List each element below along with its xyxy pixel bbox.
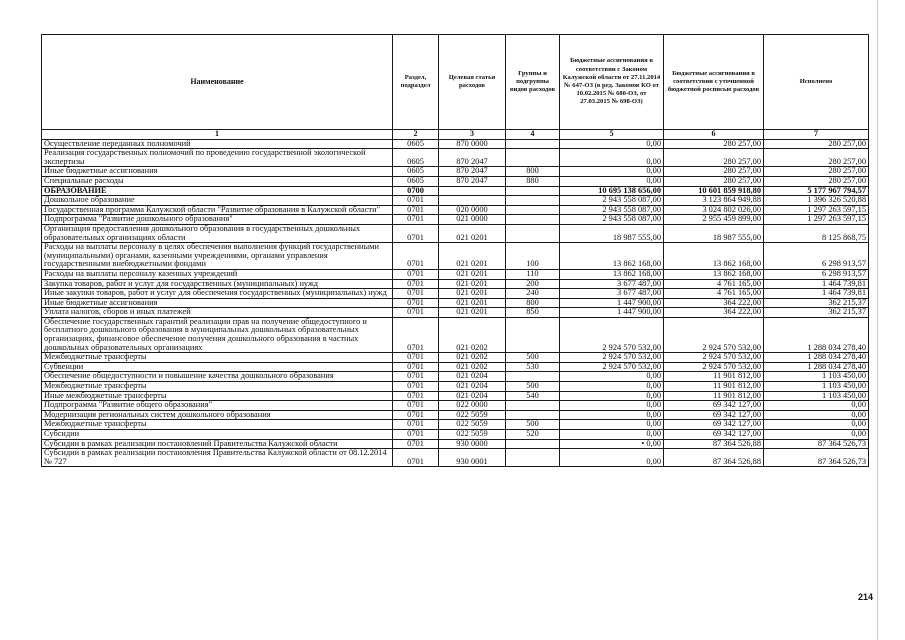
row-budget-law-cell: 0,00 — [560, 430, 664, 440]
table-row — [42, 449, 869, 467]
row-group-cell: 500 — [506, 382, 560, 392]
table-row — [42, 176, 869, 186]
table-row — [42, 372, 869, 382]
row-target-cell: 020 0000 — [439, 205, 506, 215]
row-budget-law-cell: • 0,00 — [560, 439, 664, 449]
header-budget-law: Бюджетные ассигнования в соответствии с Законом Калужской области от 27.11.2014 № 647-ОЗ (в ред. Законов КО от 10.02.2015 № 680-ОЗ, от 27.03.2015 № 698-ОЗ) — [560, 35, 664, 130]
row-budget-refined-cell: 280 257,00 — [664, 176, 764, 186]
row-section-cell: 0701 — [393, 372, 439, 382]
table-row — [42, 317, 869, 352]
row-section-cell: 0605 — [393, 149, 439, 167]
table-row — [42, 401, 869, 411]
row-section-cell: 0701 — [393, 410, 439, 420]
row-executed-cell: 0,00 — [764, 401, 869, 411]
row-name-cell: Иные межбюджетные трансферты — [42, 391, 393, 401]
row-budget-law-cell: 13 862 168,00 — [560, 269, 664, 279]
row-name-cell: ОБРАЗОВАНИЕ — [42, 186, 393, 196]
row-section-cell: 0701 — [393, 420, 439, 430]
row-target-cell: 021 0204 — [439, 372, 506, 382]
row-budget-law-cell: 18 987 555,00 — [560, 224, 664, 242]
table-row — [42, 289, 869, 299]
row-budget-refined-cell: 364 222,00 — [664, 308, 764, 318]
header-group: Группы и подгруппы видов расходов — [506, 35, 560, 130]
row-executed-cell: 280 257,00 — [764, 176, 869, 186]
row-group-cell — [506, 196, 560, 206]
row-target-cell: 021 0204 — [439, 382, 506, 392]
table-row — [42, 353, 869, 363]
row-executed-cell: 0,00 — [764, 430, 869, 440]
row-group-cell — [506, 372, 560, 382]
row-section-cell: 0701 — [393, 215, 439, 225]
row-name-cell: Подпрограмма "Развитие дошкольного образования" — [42, 215, 393, 225]
row-name-cell: Субсидии в рамках реализации постановлений Правительства Калужской области — [42, 439, 393, 449]
column-number: 3 — [439, 130, 506, 140]
row-executed-cell: 1 288 034 278,40 — [764, 317, 869, 352]
row-group-cell: 800 — [506, 167, 560, 177]
row-section-cell: 0701 — [393, 224, 439, 242]
row-budget-refined-cell: 2 924 570 532,00 — [664, 353, 764, 363]
column-number: 5 — [560, 130, 664, 140]
table-row — [42, 382, 869, 392]
row-budget-refined-cell: 69 342 127,00 — [664, 401, 764, 411]
row-budget-refined-cell: 280 257,00 — [664, 139, 764, 149]
row-name-cell: Субсидии в рамках реализации постановления Правительства Калужской области от 08.12.2014 № 727 — [42, 449, 393, 467]
table-row — [42, 410, 869, 420]
row-group-cell — [506, 139, 560, 149]
table-row — [42, 391, 869, 401]
row-executed-cell: 1 464 739,81 — [764, 289, 869, 299]
row-group-cell — [506, 224, 560, 242]
row-group-cell — [506, 439, 560, 449]
row-target-cell: 021 0204 — [439, 391, 506, 401]
row-target-cell: 022 5059 — [439, 430, 506, 440]
row-executed-cell: 362 215,37 — [764, 308, 869, 318]
row-budget-law-cell: 1 447 900,00 — [560, 298, 664, 308]
column-number: 1 — [42, 130, 393, 140]
header-row — [42, 35, 869, 130]
row-section-cell: 0605 — [393, 176, 439, 186]
row-executed-cell: 280 257,00 — [764, 149, 869, 167]
row-budget-refined-cell: 2 955 459 899,00 — [664, 215, 764, 225]
row-target-cell: 021 0201 — [439, 279, 506, 289]
row-budget-refined-cell: 3 024 802 026,00 — [664, 205, 764, 215]
row-section-cell: 0701 — [393, 279, 439, 289]
column-number: 2 — [393, 130, 439, 140]
row-budget-law-cell: 0,00 — [560, 401, 664, 411]
row-budget-law-cell: 1 447 900,00 — [560, 308, 664, 318]
row-group-cell — [506, 186, 560, 196]
row-target-cell: 021 0201 — [439, 298, 506, 308]
row-group-cell: 880 — [506, 176, 560, 186]
row-budget-law-cell: 0,00 — [560, 449, 664, 467]
row-name-cell: Субсидии — [42, 430, 393, 440]
table-row — [42, 149, 869, 167]
row-group-cell: 200 — [506, 279, 560, 289]
row-name-cell: Организация предоставления дошкольного образования в государственных дошкольных образовательных организациях области — [42, 224, 393, 242]
row-executed-cell: 8 125 868,75 — [764, 224, 869, 242]
row-section-cell: 0701 — [393, 391, 439, 401]
row-budget-refined-cell: 364 222,00 — [664, 298, 764, 308]
row-group-cell — [506, 410, 560, 420]
row-group-cell: 530 — [506, 362, 560, 372]
row-name-cell: Межбюджетные трансферты — [42, 420, 393, 430]
row-executed-cell: 362 215,37 — [764, 298, 869, 308]
row-budget-law-cell: 3 677 487,00 — [560, 289, 664, 299]
row-name-cell: Обеспечение общедоступности и повышение качества дошкольного образования — [42, 372, 393, 382]
row-target-cell: 021 0201 — [439, 243, 506, 270]
budget-table — [41, 34, 869, 467]
row-section-cell: 0701 — [393, 430, 439, 440]
row-target-cell — [439, 186, 506, 196]
row-section-cell: 0605 — [393, 139, 439, 149]
row-budget-refined-cell: 280 257,00 — [664, 149, 764, 167]
row-name-cell: Дошкольное образование — [42, 196, 393, 206]
row-group-cell: 850 — [506, 308, 560, 318]
row-budget-law-cell: 0,00 — [560, 382, 664, 392]
row-section-cell: 0605 — [393, 167, 439, 177]
row-target-cell: 021 0201 — [439, 289, 506, 299]
row-executed-cell: 280 257,00 — [764, 139, 869, 149]
row-budget-refined-cell: 2 924 570 532,00 — [664, 362, 764, 372]
row-group-cell — [506, 401, 560, 411]
row-name-cell: Закупка товаров, работ и услуг для государственных (муниципальных) нужд — [42, 279, 393, 289]
header-target: Целевая статья расходов — [439, 35, 506, 130]
row-group-cell: 110 — [506, 269, 560, 279]
row-budget-refined-cell: 69 342 127,00 — [664, 420, 764, 430]
row-name-cell: Субвенции — [42, 362, 393, 372]
table-row — [42, 269, 869, 279]
row-name-cell: Уплата налогов, сборов и иных платежей — [42, 308, 393, 318]
row-target-cell: 870 2047 — [439, 149, 506, 167]
table-row — [42, 196, 869, 206]
table-row — [42, 167, 869, 177]
row-target-cell: 022 0000 — [439, 401, 506, 411]
row-target-cell: 870 2047 — [439, 167, 506, 177]
row-budget-refined-cell: 11 901 812,00 — [664, 391, 764, 401]
table-row — [42, 205, 869, 215]
row-section-cell: 0701 — [393, 269, 439, 279]
row-section-cell: 0701 — [393, 449, 439, 467]
row-executed-cell: 1 288 034 278,40 — [764, 353, 869, 363]
row-name-cell: Расходы на выплаты персоналу в целях обеспечения выполнения функций государственными (муниципальными) органами, казенными учреждениями, органами управления государственными внебюджетными фондами — [42, 243, 393, 270]
row-name-cell: Межбюджетные трансферты — [42, 382, 393, 392]
column-number: 7 — [764, 130, 869, 140]
row-section-cell: 0701 — [393, 243, 439, 270]
table-row — [42, 308, 869, 318]
row-name-cell: Иные бюджетные ассигнования — [42, 298, 393, 308]
row-name-cell: Осуществление переданных полномочий — [42, 139, 393, 149]
row-group-cell: 800 — [506, 298, 560, 308]
row-executed-cell: 6 298 913,57 — [764, 243, 869, 270]
row-executed-cell: 87 364 526,73 — [764, 439, 869, 449]
row-executed-cell: 1 103 450,00 — [764, 372, 869, 382]
row-budget-law-cell: 0,00 — [560, 391, 664, 401]
row-group-cell: 520 — [506, 430, 560, 440]
row-name-cell: Государственная программа Калужской области "Развитие образования в Калужской области" — [42, 205, 393, 215]
column-number-row — [42, 130, 869, 140]
row-budget-law-cell: 13 862 168,00 — [560, 243, 664, 270]
row-executed-cell: 1 288 034 278,40 — [764, 362, 869, 372]
row-executed-cell: 1 103 450,00 — [764, 382, 869, 392]
row-section-cell: 0701 — [393, 289, 439, 299]
row-executed-cell: 1 464 739,81 — [764, 279, 869, 289]
table-row — [42, 430, 869, 440]
page-number: 214 — [858, 592, 874, 602]
table-row — [42, 186, 869, 196]
row-budget-refined-cell: 13 862 168,00 — [664, 243, 764, 270]
table-row — [42, 298, 869, 308]
row-executed-cell: 6 298 913,57 — [764, 269, 869, 279]
row-group-cell — [506, 317, 560, 352]
column-number: 6 — [664, 130, 764, 140]
row-budget-law-cell: 2 943 558 087,00 — [560, 215, 664, 225]
row-budget-refined-cell: 11 901 812,00 — [664, 372, 764, 382]
table-row — [42, 362, 869, 372]
row-section-cell: 0701 — [393, 353, 439, 363]
row-group-cell — [506, 449, 560, 467]
row-budget-law-cell: 0,00 — [560, 139, 664, 149]
row-executed-cell: 87 364 526,73 — [764, 449, 869, 467]
row-name-cell: Реализация государственных полномочий по проведению государственной экологической экспертизы — [42, 149, 393, 167]
row-target-cell: 870 0000 — [439, 139, 506, 149]
row-budget-refined-cell: 69 342 127,00 — [664, 410, 764, 420]
header-section: Раздел, подраздел — [393, 35, 439, 130]
row-section-cell: 0701 — [393, 362, 439, 372]
header-budget-refined: Бюджетные ассигнования в соответствии с уточненной бюджетной росписью расходов — [664, 35, 764, 130]
row-budget-refined-cell: 87 364 526,88 — [664, 449, 764, 467]
row-budget-law-cell: 0,00 — [560, 410, 664, 420]
page-edge-line — [877, 0, 878, 640]
column-number: 4 — [506, 130, 560, 140]
row-group-cell — [506, 215, 560, 225]
row-budget-refined-cell: 69 342 127,00 — [664, 430, 764, 440]
row-target-cell — [439, 196, 506, 206]
row-budget-refined-cell: 87 364 526,88 — [664, 439, 764, 449]
table-row — [42, 243, 869, 270]
row-section-cell: 0701 — [393, 308, 439, 318]
row-executed-cell: 1 297 263 597,15 — [764, 215, 869, 225]
row-group-cell: 500 — [506, 353, 560, 363]
row-budget-law-cell: 0,00 — [560, 176, 664, 186]
table-row — [42, 139, 869, 149]
row-executed-cell: 0,00 — [764, 420, 869, 430]
row-budget-refined-cell: 10 601 859 918,80 — [664, 186, 764, 196]
row-section-cell: 0701 — [393, 298, 439, 308]
row-executed-cell: 1 103 450,00 — [764, 391, 869, 401]
row-executed-cell: 280 257,00 — [764, 167, 869, 177]
row-budget-law-cell: 0,00 — [560, 420, 664, 430]
row-name-cell: Иные бюджетные ассигнования — [42, 167, 393, 177]
row-executed-cell: 5 177 967 794,57 — [764, 186, 869, 196]
row-name-cell: Расходы на выплаты персоналу казенных учреждений — [42, 269, 393, 279]
row-budget-law-cell: 2 943 558 087,00 — [560, 196, 664, 206]
row-executed-cell: 1 297 263 597,15 — [764, 205, 869, 215]
row-section-cell: 0700 — [393, 186, 439, 196]
row-budget-law-cell: 2 924 570 532,00 — [560, 362, 664, 372]
row-name-cell: Иные закупки товаров, работ и услуг для обеспечения государственных (муниципальных) нужд — [42, 289, 393, 299]
table-row — [42, 224, 869, 242]
row-target-cell: 021 0201 — [439, 269, 506, 279]
row-target-cell: 021 0202 — [439, 362, 506, 372]
row-target-cell: 021 0201 — [439, 308, 506, 318]
row-section-cell: 0701 — [393, 196, 439, 206]
row-target-cell: 930 0001 — [439, 449, 506, 467]
row-budget-law-cell: 3 677 487,00 — [560, 279, 664, 289]
row-budget-law-cell: 2 924 570 532,00 — [560, 317, 664, 352]
row-budget-refined-cell: 280 257,00 — [664, 167, 764, 177]
row-budget-refined-cell: 13 862 168,00 — [664, 269, 764, 279]
row-section-cell: 0701 — [393, 317, 439, 352]
header-executed: Исполнено — [764, 35, 869, 130]
table-row — [42, 420, 869, 430]
table-row — [42, 279, 869, 289]
row-budget-law-cell: 0,00 — [560, 372, 664, 382]
row-target-cell: 930 0000 — [439, 439, 506, 449]
row-budget-refined-cell: 18 987 555,00 — [664, 224, 764, 242]
row-group-cell: 540 — [506, 391, 560, 401]
row-name-cell: Межбюджетные трансферты — [42, 353, 393, 363]
row-target-cell: 870 2047 — [439, 176, 506, 186]
header-name: Наименование — [42, 35, 393, 130]
row-budget-refined-cell: 3 123 864 949,88 — [664, 196, 764, 206]
row-group-cell: 100 — [506, 243, 560, 270]
row-target-cell: 021 0202 — [439, 353, 506, 363]
row-group-cell — [506, 149, 560, 167]
row-name-cell: Специальные расходы — [42, 176, 393, 186]
row-budget-law-cell: 0,00 — [560, 149, 664, 167]
row-budget-refined-cell: 4 761 165,00 — [664, 289, 764, 299]
row-executed-cell: 0,00 — [764, 410, 869, 420]
row-name-cell: Обеспечение государственных гарантий реализации прав на получение общедоступного и бесплатного дошкольного образования в муниципальных дошкольных образовательных организациях, финансовое обеспечение получения дошкольного образования в частных дошкольных образовательных организациях — [42, 317, 393, 352]
row-group-cell — [506, 205, 560, 215]
table-row — [42, 215, 869, 225]
row-target-cell: 022 5059 — [439, 410, 506, 420]
row-budget-refined-cell: 2 924 570 532,00 — [664, 317, 764, 352]
row-budget-refined-cell: 11 901 812,00 — [664, 382, 764, 392]
row-section-cell: 0701 — [393, 382, 439, 392]
row-name-cell: Модернизация региональных систем дошкольного образования — [42, 410, 393, 420]
row-target-cell: 021 0201 — [439, 224, 506, 242]
row-budget-law-cell: 10 695 138 656,00 — [560, 186, 664, 196]
row-section-cell: 0701 — [393, 205, 439, 215]
row-target-cell: 021 0202 — [439, 317, 506, 352]
row-target-cell: 022 5059 — [439, 420, 506, 430]
table-row — [42, 439, 869, 449]
row-group-cell: 240 — [506, 289, 560, 299]
row-section-cell: 0701 — [393, 439, 439, 449]
row-budget-law-cell: 2 943 558 087,00 — [560, 205, 664, 215]
row-budget-law-cell: 0,00 — [560, 167, 664, 177]
row-section-cell: 0701 — [393, 401, 439, 411]
row-executed-cell: 1 396 326 520,88 — [764, 196, 869, 206]
row-budget-refined-cell: 4 761 165,00 — [664, 279, 764, 289]
row-budget-law-cell: 2 924 570 532,00 — [560, 353, 664, 363]
row-group-cell: 500 — [506, 420, 560, 430]
row-target-cell: 021 0000 — [439, 215, 506, 225]
row-name-cell: Подпрограмма "Развитие общего образования" — [42, 401, 393, 411]
